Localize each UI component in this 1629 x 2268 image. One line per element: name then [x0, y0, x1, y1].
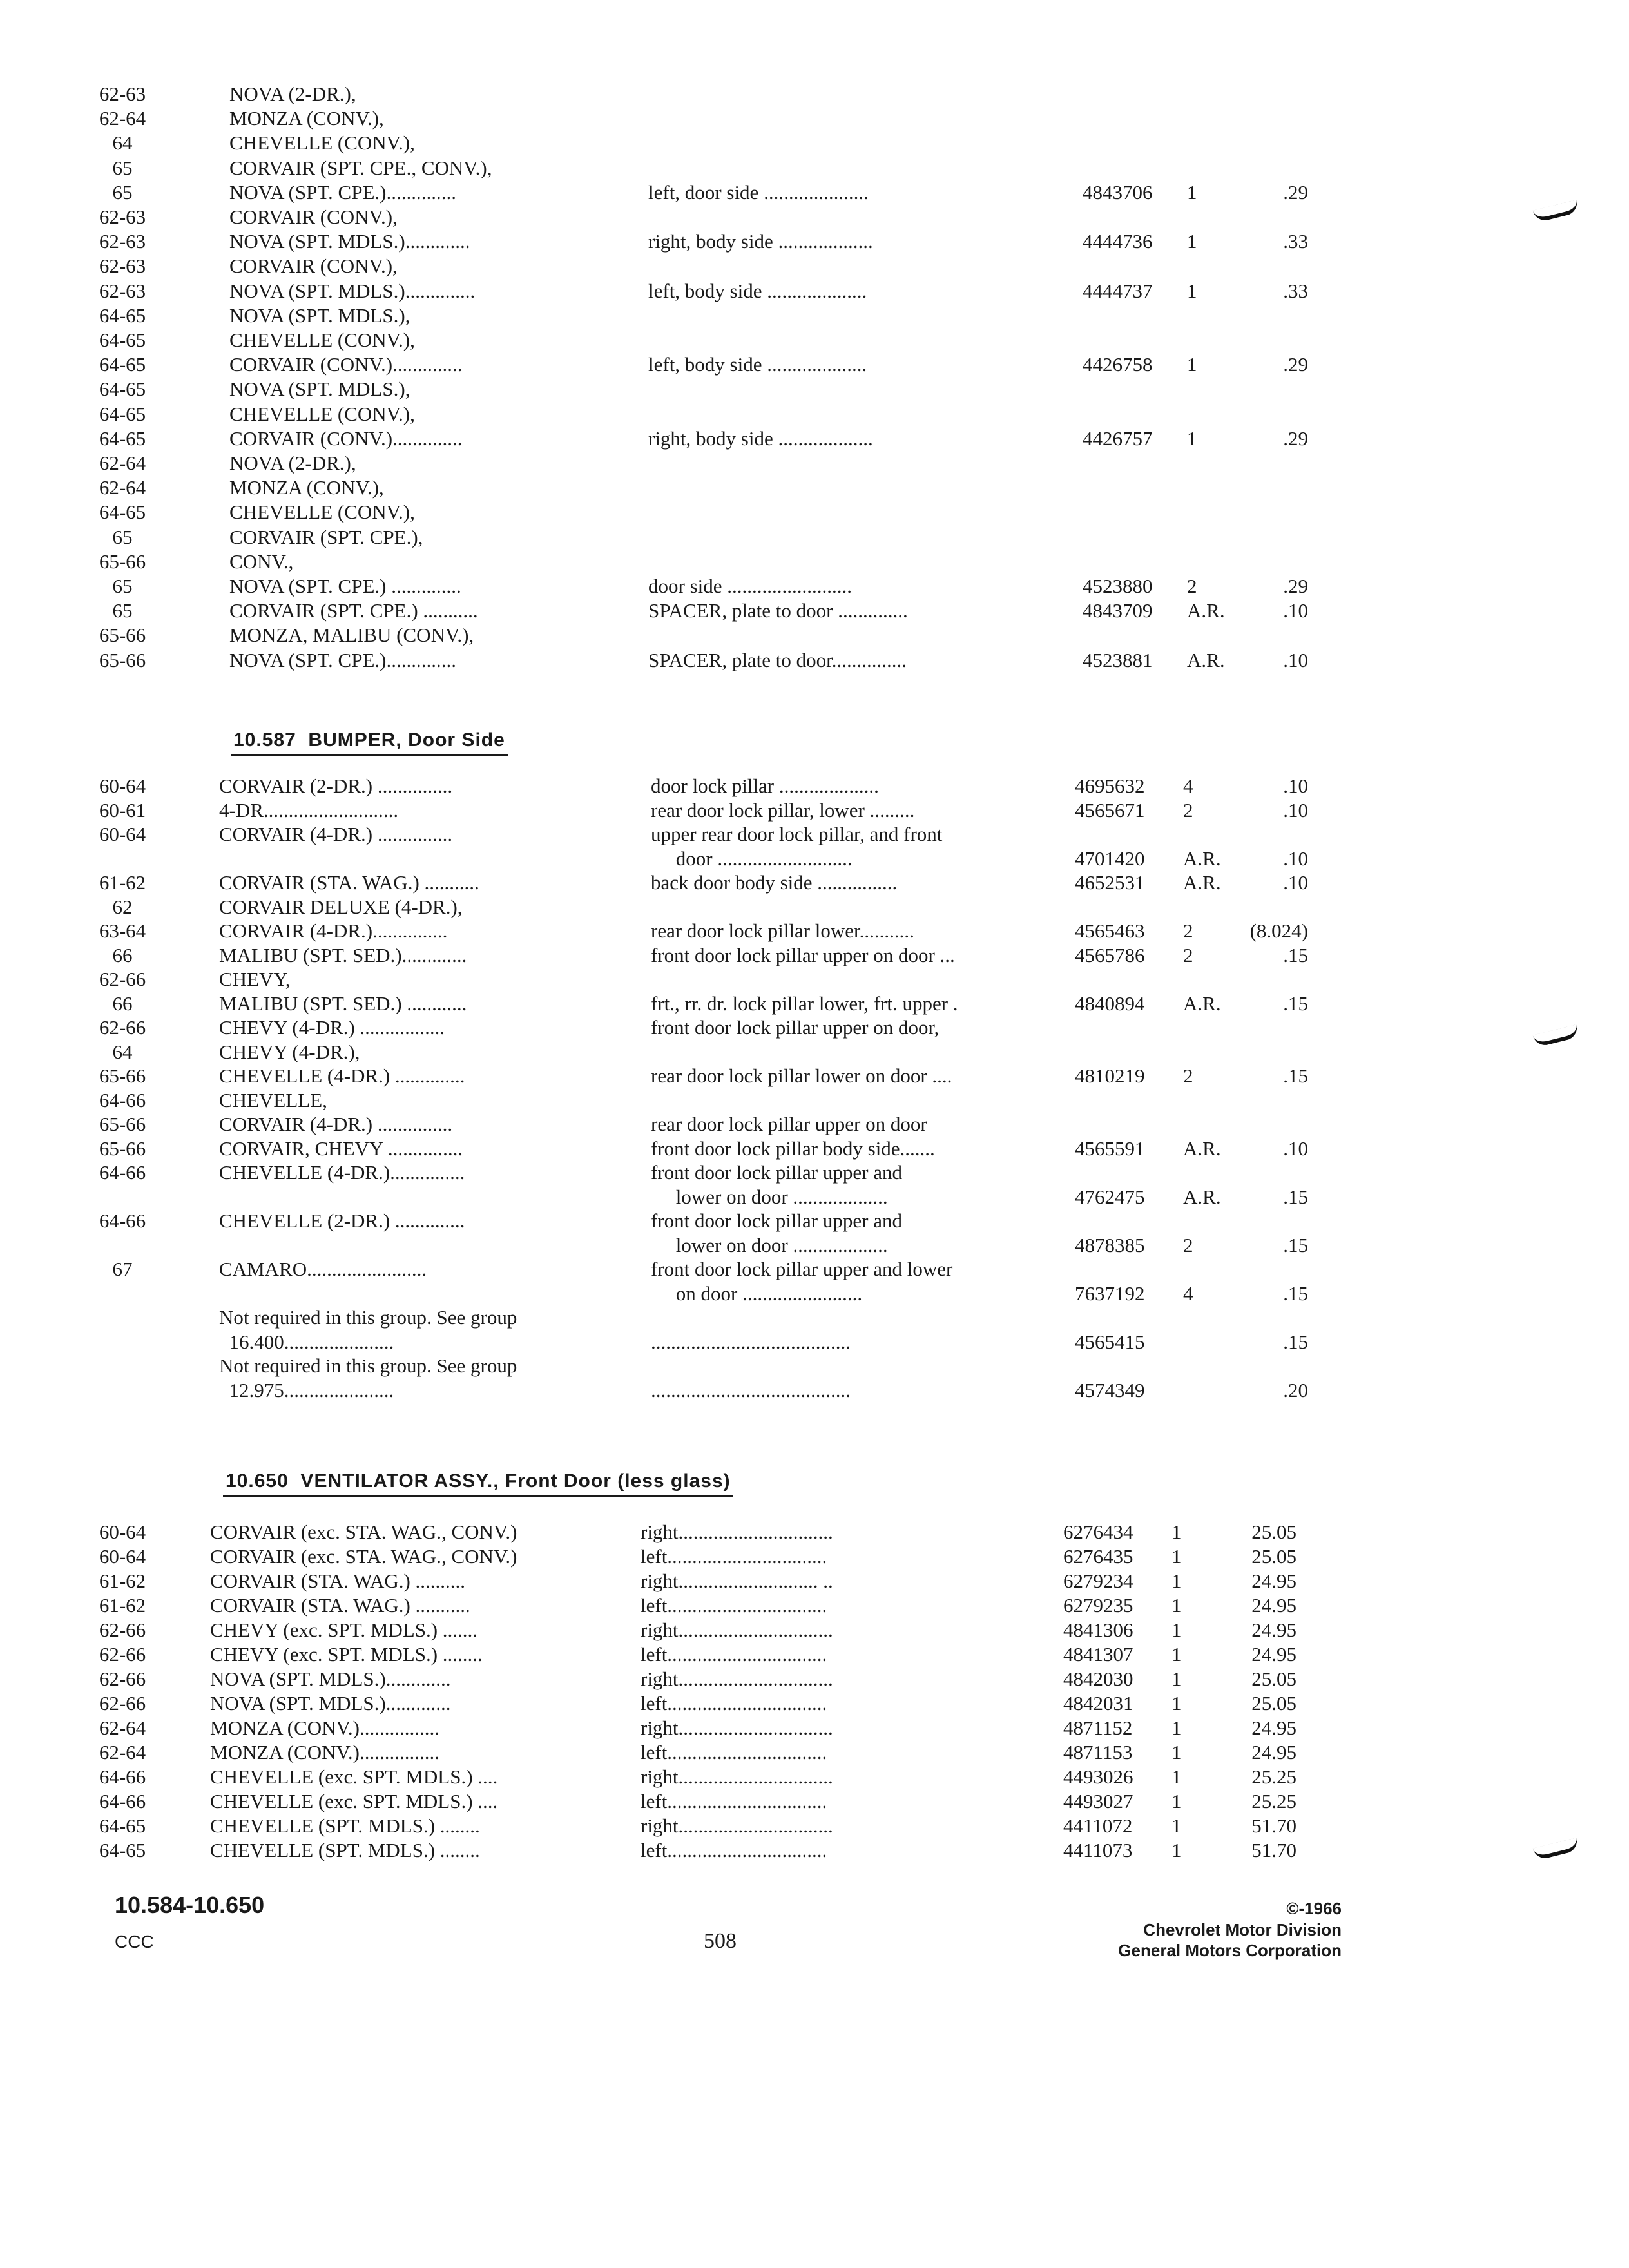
binder-hole-mark-middle — [1533, 1024, 1580, 1048]
section-title-ventilator: 10.650 VENTILATOR ASSY., Front Door (less glass) — [223, 1470, 733, 1497]
section2-row-price: .15 — [1283, 1330, 1308, 1353]
section3-row-model: CORVAIR (exc. STA. WAG., CONV.) — [210, 1521, 517, 1543]
section2-row-qty: 2 — [1183, 1064, 1193, 1087]
section3-row-desc: right............................... — [641, 1619, 833, 1641]
section1-row-price: .10 — [1283, 599, 1308, 622]
section3-row-part: 6276435 — [1063, 1545, 1133, 1568]
section2-row-yr: 66 — [112, 943, 133, 966]
section3-row-desc: right............................... — [641, 1667, 833, 1690]
section1-row-yr: 62-63 — [99, 230, 146, 253]
section2-row-qty: 2 — [1183, 798, 1193, 822]
section3-row-price: 24.95 — [1251, 1594, 1296, 1617]
section3-row-desc: right............................... — [641, 1716, 833, 1739]
section1-row-yr: 65 — [112, 525, 133, 548]
section3-row-yr: 60-64 — [99, 1521, 146, 1543]
section2-row-part: 7637192 — [1075, 1282, 1145, 1305]
section2-row-model: Not required in this group. See group — [219, 1354, 517, 1377]
section1-row-yr: 62-63 — [99, 279, 146, 302]
section2-row-price: .10 — [1283, 798, 1308, 822]
section2-row-qty: A.R. — [1183, 992, 1221, 1015]
section2-row-part: 4695632 — [1075, 774, 1145, 797]
section1-row-desc: left, body side .................... — [648, 353, 867, 376]
section2-row-desc: lower on door ................... — [651, 1233, 888, 1256]
section3-row-desc: right............................... — [641, 1765, 833, 1788]
section2-row-qty: 4 — [1183, 1282, 1193, 1305]
section3-row-price: 51.70 — [1251, 1839, 1296, 1861]
section1-row-yr: 62-63 — [99, 206, 146, 228]
section2-row-desc: front door lock pillar upper on door ... — [651, 943, 955, 966]
section1-row-yr: 64-65 — [99, 353, 146, 376]
section1-row-model: NOVA (SPT. CPE.).............. — [229, 648, 456, 671]
section2-row-part: 4840894 — [1075, 992, 1145, 1015]
section1-row-model: CORVAIR (CONV.).............. — [229, 427, 463, 450]
section1-row-desc: door side ......................... — [648, 575, 853, 597]
section3-row-model: NOVA (SPT. MDLS.)............. — [210, 1692, 451, 1715]
section2-row-price: .10 — [1283, 847, 1308, 870]
section3-row-qty: 1 — [1171, 1619, 1182, 1641]
section1-row-model: NOVA (SPT. MDLS.), — [229, 378, 410, 401]
section3-row-part: 4842031 — [1063, 1692, 1133, 1715]
section3-row-desc: right............................... — [641, 1814, 833, 1837]
section2-row-desc: front door lock pillar upper and — [651, 1161, 902, 1184]
section2-row-desc: ........................................ — [651, 1330, 851, 1353]
section3-row-qty: 1 — [1171, 1521, 1182, 1543]
section2-row-price: .15 — [1283, 1233, 1308, 1256]
section3-row-yr: 62-66 — [99, 1643, 146, 1666]
section3-row-qty: 1 — [1171, 1790, 1182, 1812]
section3-row-part: 4411072 — [1063, 1814, 1133, 1837]
section1-row-model: NOVA (2-DR.), — [229, 82, 356, 105]
section3-row-part: 4842030 — [1063, 1667, 1133, 1690]
section2-row-model: Not required in this group. See group — [219, 1306, 517, 1329]
section3-row-price: 25.05 — [1251, 1667, 1296, 1690]
corporation-name: General Motors Corporation — [1118, 1941, 1342, 1960]
section2-row-desc: rear door lock pillar lower........... — [651, 919, 914, 942]
section2-row-desc: frt., rr. dr. lock pillar lower, frt. upper . — [651, 992, 958, 1015]
section2-row-desc: back door body side ................ — [651, 871, 898, 894]
section1-row-model: CHEVELLE (CONV.), — [229, 131, 415, 155]
section1-row-part: 4523881 — [1083, 648, 1153, 671]
section2-row-price: .10 — [1283, 871, 1308, 894]
section3-row-model: CHEVY (exc. SPT. MDLS.) ........ — [210, 1643, 483, 1666]
section3-row-model: MONZA (CONV.)................ — [210, 1716, 439, 1739]
section3-row-price: 24.95 — [1251, 1741, 1296, 1763]
section3-row-part: 4411073 — [1063, 1839, 1133, 1861]
section1-row-price: .29 — [1283, 353, 1308, 376]
section3-row-yr: 64-65 — [99, 1814, 146, 1837]
section1-row-yr: 64-65 — [99, 303, 146, 327]
section1-row-desc: right, body side ................... — [648, 427, 873, 450]
section3-row-qty: 1 — [1171, 1692, 1182, 1715]
section2-row-model: CORVAIR (4-DR.) ............... — [219, 1113, 453, 1135]
section2-row-price: .20 — [1283, 1378, 1308, 1401]
section2-row-part: 4565415 — [1075, 1330, 1145, 1353]
section2-row-qty: 4 — [1183, 774, 1193, 797]
section2-row-model: CORVAIR (2-DR.) ............... — [219, 774, 453, 797]
section2-row-part: 4652531 — [1075, 871, 1145, 894]
section2-row-yr: 62-66 — [99, 968, 146, 990]
section2-row-price: .15 — [1283, 1064, 1308, 1087]
section3-row-part: 4493027 — [1063, 1790, 1133, 1812]
section2-row-yr: 63-64 — [99, 919, 146, 942]
section2-row-yr: 64-66 — [99, 1161, 146, 1184]
section2-row-desc: front door lock pillar body side....... — [651, 1137, 935, 1160]
section2-row-model: MALIBU (SPT. SED.)............. — [219, 943, 467, 966]
section1-row-part: 4523880 — [1083, 575, 1153, 597]
section2-row-model: CORVAIR (STA. WAG.) ........... — [219, 871, 479, 894]
section3-row-part: 6279234 — [1063, 1570, 1133, 1592]
section2-row-price: .10 — [1283, 1137, 1308, 1160]
section1-row-yr: 64 — [112, 131, 133, 155]
section1-row-yr: 65-66 — [99, 550, 146, 573]
section1-row-qty: 1 — [1187, 180, 1197, 204]
section1-row-qty: 1 — [1187, 279, 1197, 302]
section1-row-model: CHEVELLE (CONV.), — [229, 329, 415, 351]
section3-row-desc: right............................ .. — [641, 1570, 833, 1592]
section2-row-yr: 65-66 — [99, 1113, 146, 1135]
section1-row-model: CORVAIR (SPT. CPE.), — [229, 525, 423, 548]
section2-row-model: 4-DR........................... — [219, 798, 399, 822]
section1-row-price: .33 — [1283, 230, 1308, 253]
section1-row-qty: A.R. — [1187, 599, 1225, 622]
section2-row-part: 4810219 — [1075, 1064, 1145, 1087]
section2-row-model: CAMARO........................ — [219, 1258, 427, 1280]
section3-row-desc: right............................... — [641, 1521, 833, 1543]
section3-row-model: CHEVELLE (SPT. MDLS.) ........ — [210, 1839, 480, 1861]
section3-row-desc: left................................ — [641, 1643, 827, 1666]
section2-row-yr: 64-66 — [99, 1209, 146, 1232]
section1-row-desc: left, door side ..................... — [648, 180, 869, 204]
section2-row-part: 4701420 — [1075, 847, 1145, 870]
section3-row-price: 25.25 — [1251, 1790, 1296, 1812]
section1-row-yr: 62-64 — [99, 476, 146, 499]
section1-row-desc: right, body side ................... — [648, 230, 873, 253]
section1-row-yr: 64-65 — [99, 378, 146, 401]
section1-row-desc: SPACER, plate to door .............. — [648, 599, 908, 622]
section1-row-price: .10 — [1283, 648, 1308, 671]
section1-row-part: 4444737 — [1083, 279, 1153, 302]
page-number: 508 — [704, 1929, 737, 1953]
section2-row-qty: A.R. — [1183, 1137, 1221, 1160]
section2-row-desc: door lock pillar .................... — [651, 774, 879, 797]
section1-row-model: CORVAIR (CONV.), — [229, 255, 398, 278]
section3-row-model: CHEVY (exc. SPT. MDLS.) ....... — [210, 1619, 478, 1641]
section1-row-model: CHEVELLE (CONV.), — [229, 402, 415, 425]
section3-row-desc: left................................ — [641, 1790, 827, 1812]
section1-row-qty: 2 — [1187, 575, 1197, 597]
section1-row-qty: 1 — [1187, 353, 1197, 376]
copyright-notice: ©-1966 — [1286, 1899, 1342, 1918]
section1-row-model: NOVA (SPT. MDLS.)............. — [229, 230, 470, 253]
section3-row-model: MONZA (CONV.)................ — [210, 1741, 439, 1763]
section1-row-yr: 62-64 — [99, 452, 146, 474]
section2-row-yr: 66 — [112, 992, 133, 1015]
section3-row-qty: 1 — [1171, 1545, 1182, 1568]
section1-row-desc: left, body side .................... — [648, 279, 867, 302]
section3-row-part: 6276434 — [1063, 1521, 1133, 1543]
section1-row-model: MONZA, MALIBU (CONV.), — [229, 624, 474, 647]
binder-hole-mark-top — [1533, 200, 1580, 223]
section1-row-qty: 1 — [1187, 427, 1197, 450]
section2-row-desc: door ........................... — [651, 847, 853, 870]
section3-row-model: CHEVELLE (exc. SPT. MDLS.) .... — [210, 1790, 498, 1812]
section3-row-desc: left................................ — [641, 1839, 827, 1861]
section2-row-price: (8.024) — [1249, 919, 1308, 942]
page-code: 10.584-10.650 — [115, 1892, 265, 1918]
section1-row-yr: 62-63 — [99, 82, 146, 105]
section1-row-model: CONV., — [229, 550, 294, 573]
section3-row-price: 25.25 — [1251, 1765, 1296, 1788]
section2-row-yr: 65-66 — [99, 1064, 146, 1087]
section2-row-part: 4762475 — [1075, 1185, 1145, 1208]
section1-row-price: .29 — [1283, 180, 1308, 204]
section3-row-yr: 62-64 — [99, 1741, 146, 1763]
section3-row-yr: 62-66 — [99, 1667, 146, 1690]
section1-row-model: MONZA (CONV.), — [229, 476, 384, 499]
section3-row-qty: 1 — [1171, 1814, 1182, 1837]
section3-row-part: 4493026 — [1063, 1765, 1133, 1788]
section2-row-part: 4565786 — [1075, 943, 1145, 966]
section2-row-model: CHEVY (4-DR.) ................. — [219, 1016, 445, 1039]
section1-row-model: NOVA (2-DR.), — [229, 452, 356, 474]
section1-row-model: NOVA (SPT. CPE.).............. — [229, 180, 456, 204]
section2-row-part: 4878385 — [1075, 1233, 1145, 1256]
section3-row-qty: 1 — [1171, 1765, 1182, 1788]
section3-row-part: 4841307 — [1063, 1643, 1133, 1666]
section2-row-yr: 62 — [112, 895, 133, 918]
section2-row-yr: 60-64 — [99, 823, 146, 845]
section2-row-model: 12.975...................... — [219, 1378, 394, 1401]
section3-row-price: 51.70 — [1251, 1814, 1296, 1837]
section1-row-model: NOVA (SPT. MDLS.).............. — [229, 279, 476, 302]
section2-row-yr: 62-66 — [99, 1016, 146, 1039]
section1-row-model: CORVAIR (CONV.).............. — [229, 353, 463, 376]
section1-row-model: MONZA (CONV.), — [229, 107, 384, 130]
section1-row-model: NOVA (SPT. MDLS.), — [229, 303, 410, 327]
section2-row-model: CORVAIR (4-DR.)............... — [219, 919, 448, 942]
section2-row-yr: 60-64 — [99, 774, 146, 797]
section3-row-qty: 1 — [1171, 1839, 1182, 1861]
section2-row-desc: lower on door ................... — [651, 1185, 888, 1208]
section-title-bumper: 10.587 BUMPER, Door Side — [231, 729, 508, 756]
section1-row-price: .29 — [1283, 427, 1308, 450]
section2-row-qty: A.R. — [1183, 871, 1221, 894]
section3-row-yr: 64-65 — [99, 1839, 146, 1861]
section2-row-price: .15 — [1283, 943, 1308, 966]
section2-row-desc: rear door lock pillar upper on door — [651, 1113, 927, 1135]
section1-row-part: 4843706 — [1083, 180, 1153, 204]
section2-row-model: MALIBU (SPT. SED.) ............ — [219, 992, 467, 1015]
section1-row-model: CHEVELLE (CONV.), — [229, 501, 415, 524]
section3-row-price: 25.05 — [1251, 1692, 1296, 1715]
section2-row-qty: 2 — [1183, 1233, 1193, 1256]
section2-row-desc: front door lock pillar upper and lower — [651, 1258, 953, 1280]
section2-row-model: CHEVELLE (4-DR.) .............. — [219, 1064, 465, 1087]
section1-row-yr: 62-64 — [99, 107, 146, 130]
section2-row-model: CORVAIR DELUXE (4-DR.), — [219, 895, 463, 918]
section1-row-desc: SPACER, plate to door............... — [648, 648, 907, 671]
section2-row-model: CHEVELLE (4-DR.)............... — [219, 1161, 465, 1184]
section2-row-price: .10 — [1283, 774, 1308, 797]
section2-row-yr: 64 — [112, 1040, 133, 1063]
section3-row-price: 24.95 — [1251, 1570, 1296, 1592]
section1-row-yr: 65-66 — [99, 648, 146, 671]
section2-row-price: .15 — [1283, 1185, 1308, 1208]
section2-row-desc: front door lock pillar upper on door, — [651, 1016, 940, 1039]
section1-row-qty: A.R. — [1187, 648, 1225, 671]
section1-row-yr: 65 — [112, 156, 133, 179]
section3-row-desc: left................................ — [641, 1692, 827, 1715]
section2-row-desc: upper rear door lock pillar, and front — [651, 823, 943, 845]
section3-row-qty: 1 — [1171, 1741, 1182, 1763]
section1-row-qty: 1 — [1187, 230, 1197, 253]
section3-row-yr: 61-62 — [99, 1570, 146, 1592]
section1-row-model: CORVAIR (CONV.), — [229, 206, 398, 228]
section3-row-qty: 1 — [1171, 1716, 1182, 1739]
section3-row-price: 24.95 — [1251, 1643, 1296, 1666]
section2-row-price: .15 — [1283, 1282, 1308, 1305]
section3-row-yr: 62-66 — [99, 1692, 146, 1715]
section2-row-price: .15 — [1283, 992, 1308, 1015]
section2-row-desc: rear door lock pillar lower on door .... — [651, 1064, 952, 1087]
section1-row-price: .29 — [1283, 575, 1308, 597]
section2-row-model: CHEVY (4-DR.), — [219, 1040, 360, 1063]
section3-row-qty: 1 — [1171, 1570, 1182, 1592]
section3-row-yr: 64-66 — [99, 1765, 146, 1788]
section1-row-part: 4426758 — [1083, 353, 1153, 376]
section2-row-model: CHEVELLE (2-DR.) .............. — [219, 1209, 465, 1232]
section1-row-yr: 64-65 — [99, 329, 146, 351]
section1-row-part: 4843709 — [1083, 599, 1153, 622]
section3-row-model: CORVAIR (STA. WAG.) .......... — [210, 1570, 466, 1592]
section1-row-model: CORVAIR (SPT. CPE., CONV.), — [229, 156, 492, 179]
section3-row-part: 4841306 — [1063, 1619, 1133, 1641]
catalog-ccc: CCC — [115, 1932, 154, 1952]
section3-row-model: CORVAIR (exc. STA. WAG., CONV.) — [210, 1545, 517, 1568]
section2-row-yr: 64-66 — [99, 1088, 146, 1111]
section1-row-model: NOVA (SPT. CPE.) .............. — [229, 575, 461, 597]
section2-row-model: CHEVY, — [219, 968, 291, 990]
section3-row-price: 25.05 — [1251, 1545, 1296, 1568]
section2-row-part: 4574349 — [1075, 1378, 1145, 1401]
section2-row-yr: 65-66 — [99, 1137, 146, 1160]
section2-row-yr: 60-61 — [99, 798, 146, 822]
section2-row-qty: 2 — [1183, 919, 1193, 942]
section3-row-model: CHEVELLE (SPT. MDLS.) ........ — [210, 1814, 480, 1837]
section1-row-model: CORVAIR (SPT. CPE.) ........... — [229, 599, 478, 622]
section2-row-qty: A.R. — [1183, 1185, 1221, 1208]
section2-row-yr: 61-62 — [99, 871, 146, 894]
section2-row-model: CORVAIR (4-DR.) ............... — [219, 823, 453, 845]
division-name: Chevrolet Motor Division — [1143, 1919, 1342, 1939]
section3-row-part: 6279235 — [1063, 1594, 1133, 1617]
section3-row-yr: 62-64 — [99, 1716, 146, 1739]
section3-row-yr: 62-66 — [99, 1619, 146, 1641]
section3-row-yr: 61-62 — [99, 1594, 146, 1617]
publisher-block — [1118, 1898, 1342, 1961]
section2-row-desc: on door ........................ — [651, 1282, 863, 1305]
section2-row-desc: front door lock pillar upper and — [651, 1209, 902, 1232]
section3-row-desc: left................................ — [641, 1594, 827, 1617]
section3-row-part: 4871152 — [1063, 1716, 1133, 1739]
section1-row-yr: 65-66 — [99, 624, 146, 647]
section1-row-yr: 65 — [112, 180, 133, 204]
section2-row-part: 4565671 — [1075, 798, 1145, 822]
section3-row-price: 25.05 — [1251, 1521, 1296, 1543]
section2-row-part: 4565463 — [1075, 919, 1145, 942]
section3-row-desc: left................................ — [641, 1545, 827, 1568]
section3-row-part: 4871153 — [1063, 1741, 1133, 1763]
section1-row-yr: 64-65 — [99, 402, 146, 425]
section3-row-yr: 64-66 — [99, 1790, 146, 1812]
section2-row-qty: 2 — [1183, 943, 1193, 966]
section2-row-yr: 67 — [112, 1258, 133, 1280]
section1-row-yr: 64-65 — [99, 501, 146, 524]
section1-row-yr: 65 — [112, 575, 133, 597]
section3-row-yr: 60-64 — [99, 1545, 146, 1568]
section3-row-price: 24.95 — [1251, 1716, 1296, 1739]
section1-row-yr: 64-65 — [99, 427, 146, 450]
section1-row-yr: 62-63 — [99, 255, 146, 278]
section3-row-qty: 1 — [1171, 1667, 1182, 1690]
section2-row-model: 16.400...................... — [219, 1330, 394, 1353]
section2-row-part: 4565591 — [1075, 1137, 1145, 1160]
section3-row-desc: left................................ — [641, 1741, 827, 1763]
section1-row-part: 4426757 — [1083, 427, 1153, 450]
section3-row-model: CHEVELLE (exc. SPT. MDLS.) .... — [210, 1765, 498, 1788]
section1-row-price: .33 — [1283, 279, 1308, 302]
section3-row-model: NOVA (SPT. MDLS.)............. — [210, 1667, 451, 1690]
section2-row-model: CHEVELLE, — [219, 1088, 327, 1111]
section1-row-part: 4444736 — [1083, 230, 1153, 253]
section2-row-qty: A.R. — [1183, 847, 1221, 870]
section2-row-desc: ........................................ — [651, 1378, 851, 1401]
section3-row-qty: 1 — [1171, 1643, 1182, 1666]
binder-hole-mark-bottom — [1533, 1838, 1580, 1861]
section1-row-yr: 65 — [112, 599, 133, 622]
section3-row-price: 24.95 — [1251, 1619, 1296, 1641]
section2-row-model: CORVAIR, CHEVY ............... — [219, 1137, 463, 1160]
section3-row-model: CORVAIR (STA. WAG.) ........... — [210, 1594, 470, 1617]
section3-row-qty: 1 — [1171, 1594, 1182, 1617]
section2-row-desc: rear door lock pillar, lower ......... — [651, 798, 915, 822]
